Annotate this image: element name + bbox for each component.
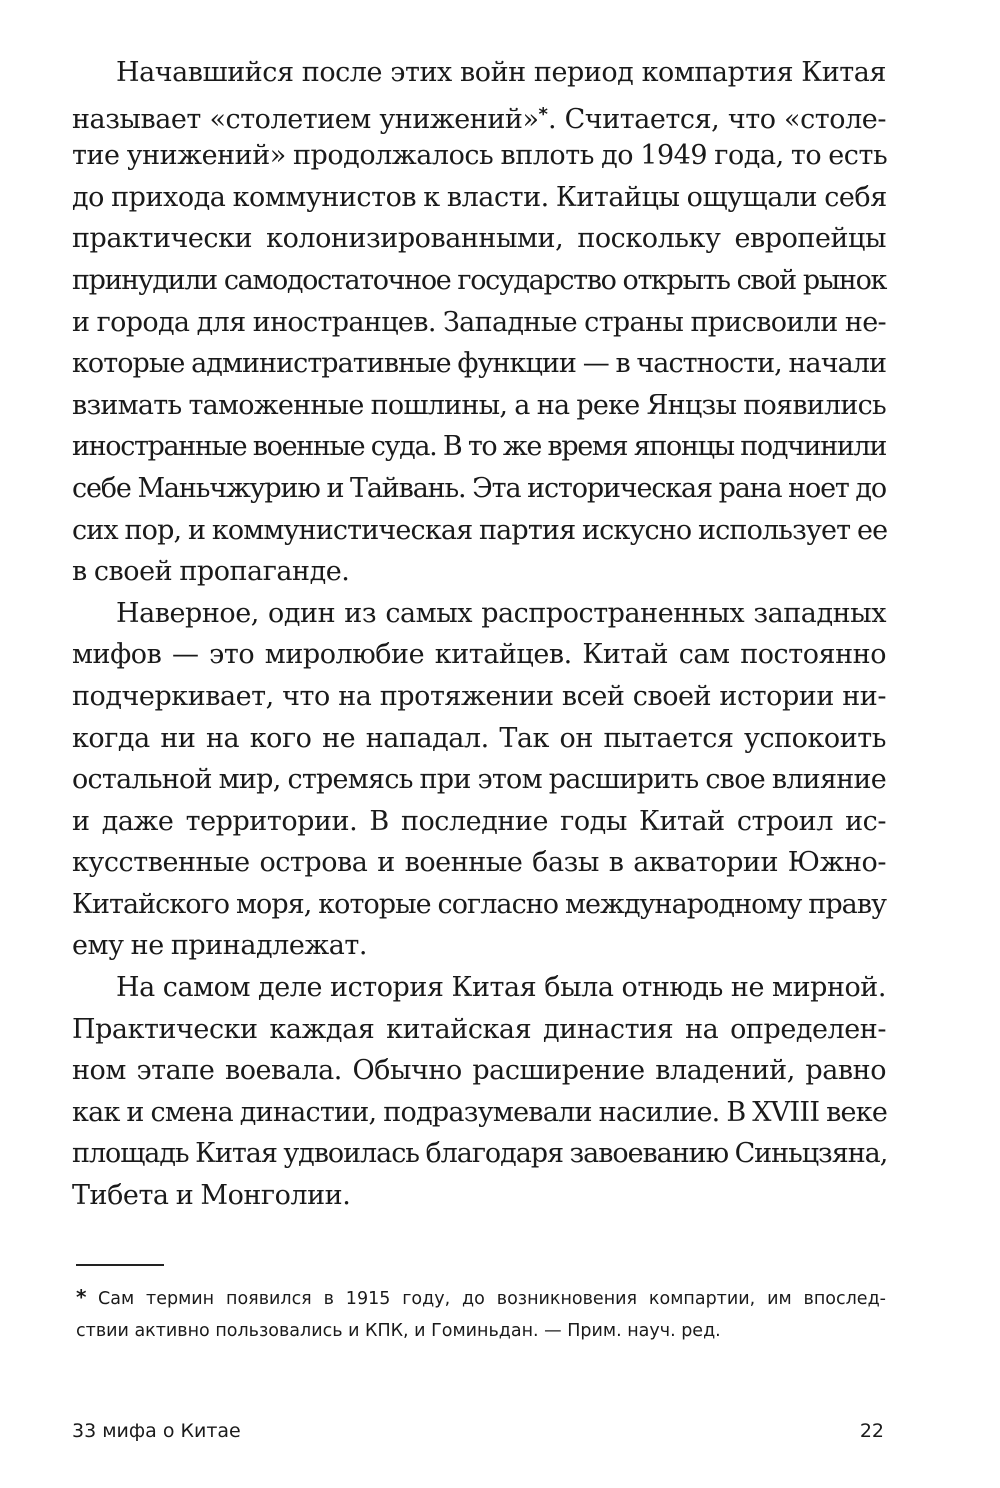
page-number: 22 [859,1420,884,1442]
text-segment: . Считается, что «столе- [547,103,886,135]
text-line: Начавшийся после этих войн период компартия Китая [116,57,886,88]
book-title: 33 мифа о Китае [72,1420,241,1442]
text-line: и даже территории. В последние годы Китай строил ис- [72,805,886,837]
text-segment: называет «столетием унижений» [72,103,539,135]
text-line [72,94,886,136]
footnote-line: ствии активно пользовались и КПК, и Гоминьдан. — Прим. науч. ред. [76,1321,721,1341]
text-line: Практически каждая китайская династия на определен- [72,1013,886,1045]
text-line: ном этапе воевала. Обычно расширение владений, равно [72,1055,886,1087]
text-line: ему не принадлежат. [72,930,368,962]
page-body [72,52,886,1217]
text-line: мифов — это миролюбие китайцев. Китай сам постоянно [72,639,886,671]
text-line: подчеркивает, что на протяжении всей своей истории ни- [72,680,886,712]
paragraph [72,967,886,1217]
footnote-line [76,1280,886,1314]
text-line: практически колонизированными, поскольку европейцы [72,223,886,255]
text-line: когда ни на кого не нападал. Так он пытается успокоить [72,722,886,754]
text-line: себе Маньчжурию и Тайвань. Эта историческая рана ноет до [72,472,886,504]
text-line: тие унижений» продолжалось вплоть до 1949 года, то есть [72,140,888,172]
text-line: принудили самодостаточное государство открыть свой рынок [72,264,886,296]
footnote-divider [76,1264,164,1266]
paragraph [72,593,886,967]
text-line: Наверное, один из самых распространенных западных [116,597,886,629]
text-line: сих пор, и коммунистическая партия искусно использует ее [72,514,888,546]
running-footer [72,1420,884,1450]
text-line: Китайского моря, которые согласно международному праву [72,888,886,920]
text-line: до прихода коммунистов к власти. Китайцы ощущали себя [72,181,887,213]
text-line: Тибета и Монголии. [72,1180,351,1212]
text-line: площадь Китая удвоилась благодаря завоеванию Синьцзяна, [72,1138,888,1170]
text-line: как и смена династии, подразумевали насилие. В XVIII веке [72,1096,888,1128]
text-line: кусственные острова и военные базы в акватории Южно- [72,847,886,879]
paragraph [72,52,886,593]
footnote-text: Сам термин появился в 1915 году, до возникновения компартии, им впослед- [98,1289,886,1309]
footnote-reference-mark[interactable]: * [538,103,548,125]
footnote [76,1280,886,1348]
text-line: На самом деле история Китая была отнюдь не мирной. [116,972,886,1004]
footnote-mark: * [76,1285,87,1309]
text-line: взимать таможенные пошлины, а на реке Янцзы появились [72,389,886,421]
text-line: которые административные функции — в частности, начали [72,348,886,380]
text-line: остальной мир, стремясь при этом расширить свое влияние [72,764,886,796]
text-line: иностранные военные суда. В то же время японцы подчинили [72,431,886,463]
text-line: в своей пропаганде. [72,556,350,588]
text-line: и города для иностранцев. Западные страны присвоили не- [72,306,886,338]
